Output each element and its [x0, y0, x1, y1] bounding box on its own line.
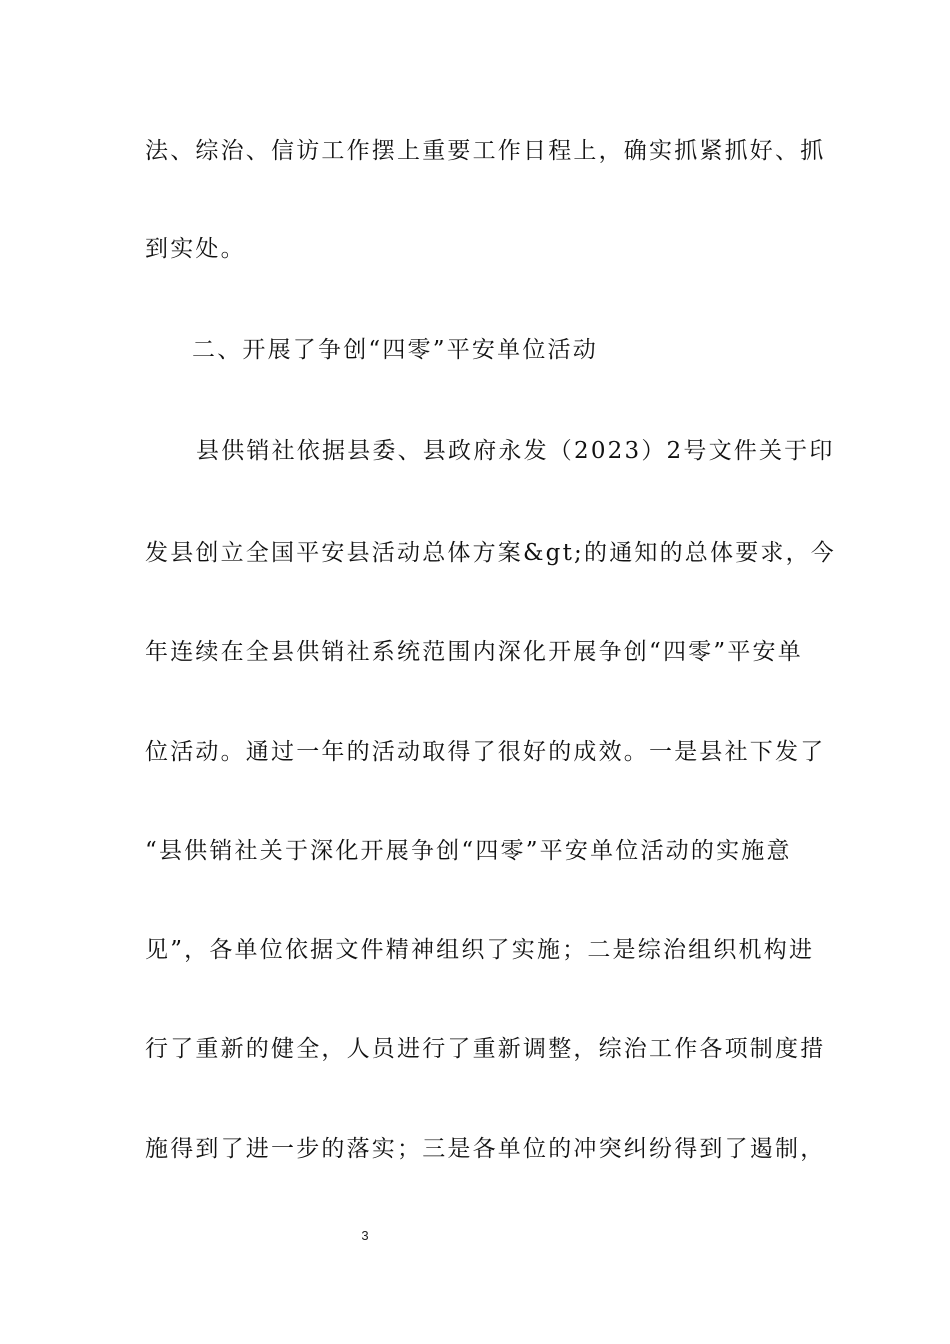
- body-text-line: 到实处。: [145, 236, 246, 262]
- body-text-line: 发县创立全国平安县活动总体方案&gt;的通知的总体要求，今: [145, 540, 836, 566]
- body-text-line: 行了重新的健全，人员进行了重新调整，综治工作各项制度措: [145, 1036, 826, 1062]
- body-text-line: 施得到了进一步的落实；三是各单位的冲突纠纷得到了遏制，: [145, 1136, 826, 1162]
- body-text-line: 见”，各单位依据文件精神组织了实施；二是综治组织机构进: [145, 937, 815, 963]
- section-heading: 二、开展了争创“四零”平安单位活动: [192, 337, 598, 363]
- body-text-line: 位活动。通过一年的活动取得了很好的成效。一是县社下发了: [145, 739, 826, 765]
- body-text-line: 年连续在全县供销社系统范围内深化开展争创“四零”平安单: [145, 639, 803, 665]
- body-text-line: 县供销社依据县委、县政府永发（2023）2号文件关于印: [196, 438, 835, 464]
- body-text-line: 法、综治、信访工作摆上重要工作日程上，确实抓紧抓好、抓: [145, 138, 826, 164]
- page-number: 3: [361, 1228, 369, 1243]
- body-text-line: “县供销社关于深化开展争创“四零”平安单位活动的实施意: [145, 838, 792, 864]
